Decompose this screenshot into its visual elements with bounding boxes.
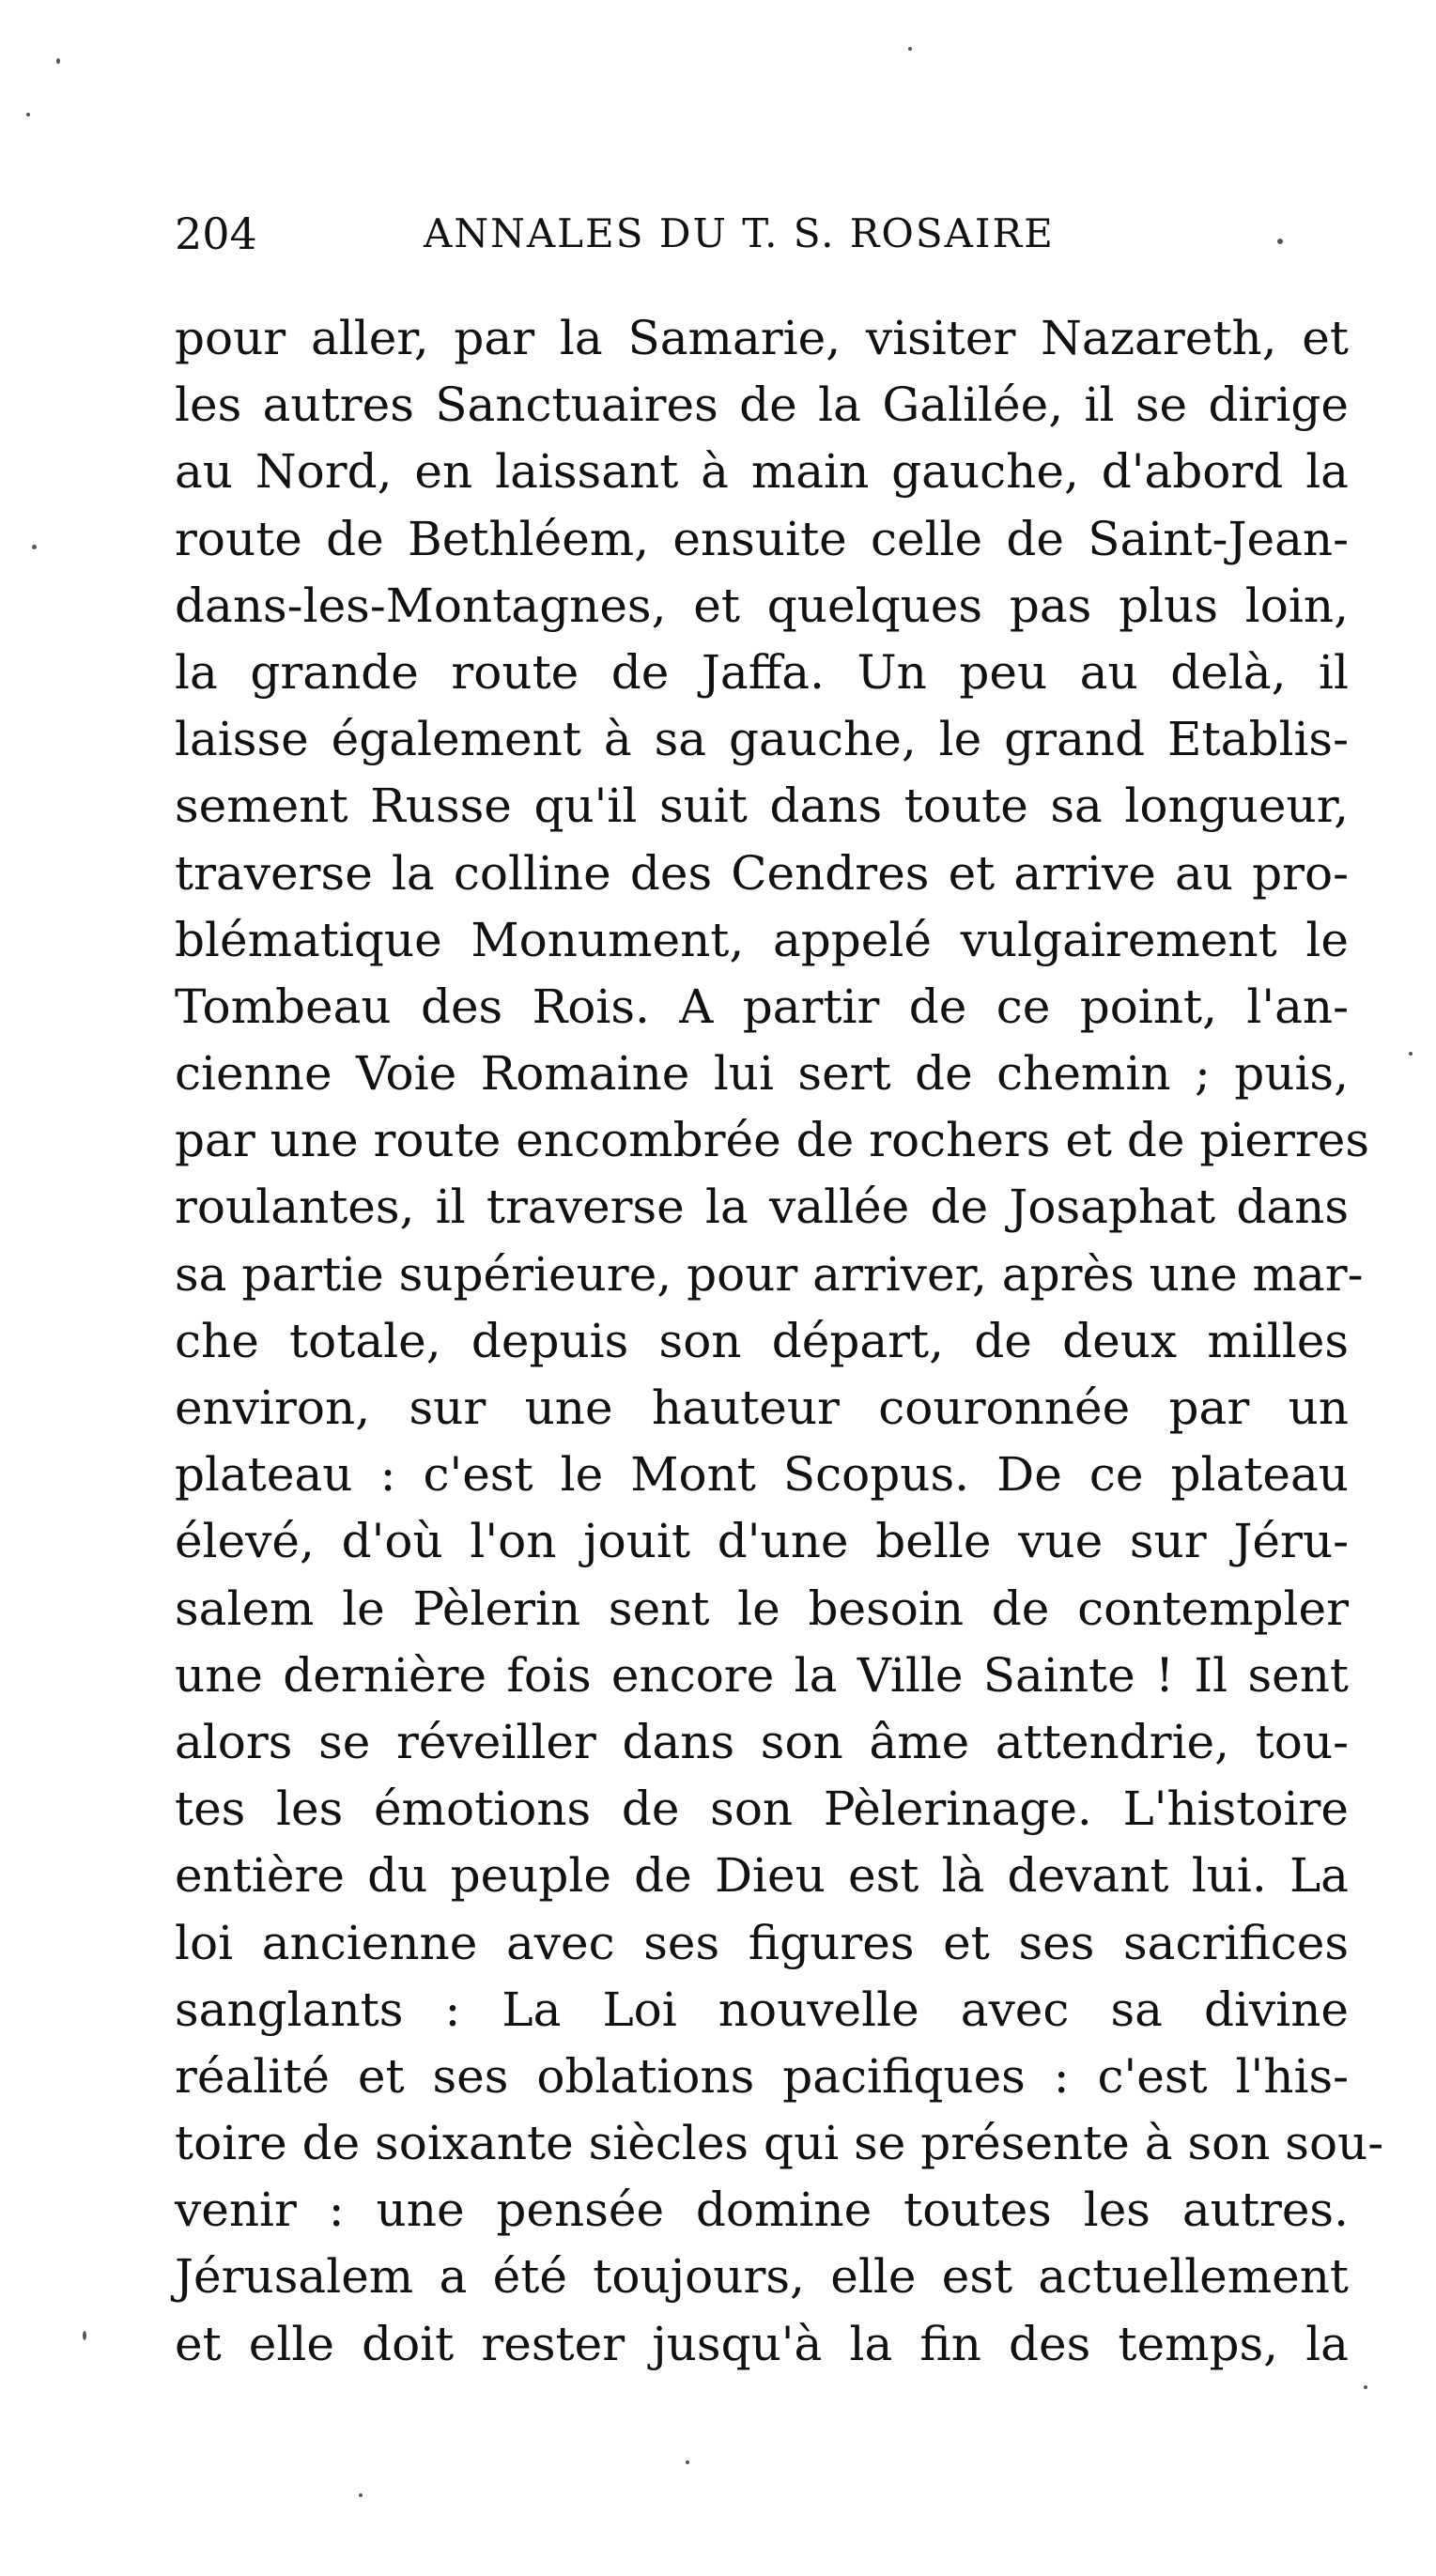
paper-speck (83, 2331, 86, 2340)
page-number: 204 (175, 208, 257, 259)
text-line: dans-les-Montagnes, et quelques pas plus loin, (175, 578, 1349, 633)
text-line: et elle doit rester jusqu'à la fin des temps, la (175, 2316, 1349, 2371)
text-line: che totale, depuis son départ, de deux milles (175, 1313, 1349, 1368)
text-line: route de Bethléem, ensuite celle de Saint-Jean- (175, 511, 1349, 566)
paper-speck (686, 2460, 689, 2464)
paper-speck (56, 58, 60, 64)
text-line: cienne Voie Romaine lui sert de chemin ; puis, (175, 1046, 1349, 1102)
text-line: tes les émotions de son Pèlerinage. L'histoire (175, 1782, 1349, 1837)
text-line: au Nord, en laissant à main gauche, d'abord la (175, 444, 1349, 500)
paper-speck (359, 2493, 363, 2497)
text-line: les autres Sanctuaires de la Galilée, il se dirige (175, 378, 1349, 433)
text-line: alors se réveiller dans son âme attendrie, tou- (175, 1714, 1349, 1769)
running-title: ANNALES DU T. S. ROSAIRE (424, 210, 1055, 256)
text-line: environ, sur une hauteur couronnée par un (175, 1381, 1349, 1435)
text-line: sa partie supérieure, pour arriver, après une mar- (175, 1246, 1364, 1302)
text-line: loi ancienne avec ses figures et ses sacrifices (175, 1915, 1349, 1970)
page-header (175, 201, 1311, 267)
text-line: pour aller, par la Samarie, visiter Nazareth, et (175, 311, 1349, 365)
body-text (175, 305, 1384, 2378)
paper-speck (1277, 239, 1283, 244)
text-line: salem le Pèlerin sent le besoin de contempler (175, 1581, 1349, 1636)
paper-speck (908, 47, 912, 51)
text-line: Jérusalem a été toujours, elle est actuellement (175, 2249, 1349, 2305)
paper-speck (32, 545, 37, 549)
text-line: toire de soixante siècles qui se présente à son sou- (175, 2116, 1384, 2171)
text-line: sanglants : La Loi nouvelle avec sa divine (175, 1982, 1349, 2037)
paper-speck (1364, 2385, 1367, 2389)
text-line: roulantes, il traverse la vallée de Josaphat dans (175, 1180, 1349, 1235)
paper-speck (26, 113, 30, 116)
paper-speck (1409, 1052, 1413, 1056)
text-line: sement Russe qu'il suit dans toute sa longueur, (175, 779, 1349, 834)
text-line: laisse également à sa gauche, le grand Etablis- (175, 712, 1349, 767)
text-line: une dernière fois encore la Ville Sainte ! Il sent (175, 1647, 1349, 1703)
text-line: entière du peuple de Dieu est là devant lui. La (175, 1848, 1349, 1904)
text-line: élevé, d'où l'on jouit d'une belle vue sur Jéru- (175, 1514, 1349, 1569)
text-line: Tombeau des Rois. A partir de ce point, l'an- (175, 979, 1349, 1034)
text-line: plateau : c'est le Mont Scopus. De ce plateau (175, 1447, 1349, 1503)
text-line: blématique Monument, appelé vulgairement le (175, 912, 1349, 967)
text-line: la grande route de Jaffa. Un peu au delà, il (175, 644, 1349, 700)
text-line: traverse la colline des Cendres et arrive au pro- (175, 845, 1349, 901)
text-line: réalité et ses oblations pacifiques : c'est l'his- (175, 2048, 1349, 2104)
text-line: par une route encombrée de rochers et de pierres (175, 1113, 1370, 1168)
text-line: venir : une pensée domine toutes les autres. (175, 2183, 1349, 2238)
